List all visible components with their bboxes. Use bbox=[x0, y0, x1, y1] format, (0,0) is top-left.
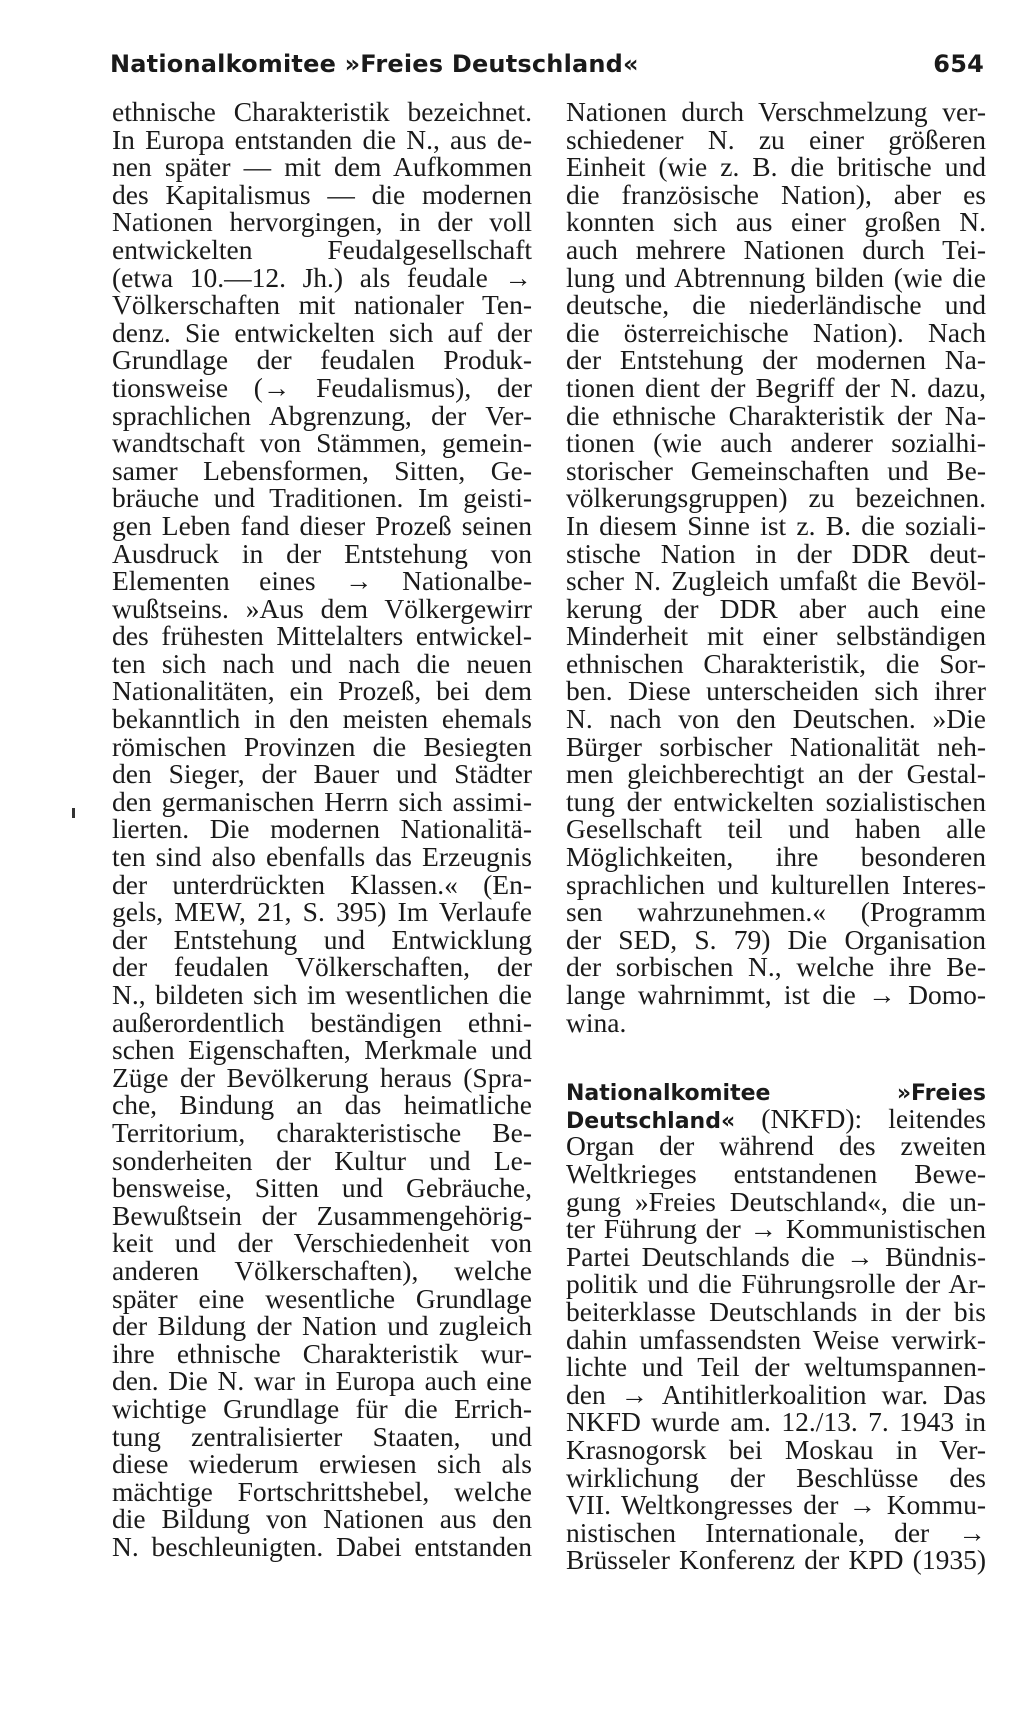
entry-headword: Nationalkomitee bbox=[566, 1081, 771, 1107]
text-line: schiedener N. zu einer größeren bbox=[566, 123, 986, 155]
text-line: stische Nation in der DDR deut- bbox=[566, 537, 986, 569]
text-line: Weltkrieges entstandenen Bewe- bbox=[566, 1157, 986, 1189]
text-line: später eine wesentliche Grundlage bbox=[112, 1282, 532, 1314]
text-line: lichte und Teil der weltumspannen- bbox=[566, 1351, 986, 1383]
text-line: mächtige Fortschrittshebel, welche bbox=[112, 1475, 532, 1507]
text-line: dahin umfassendsten Weise verwirk- bbox=[566, 1323, 986, 1355]
text-line: ethnische Charakteristik bezeichnet. bbox=[112, 96, 532, 127]
text-line: ten sind also ebenfalls das Erzeugnis bbox=[112, 841, 532, 873]
text-line: wichtige Grundlage für die Errich- bbox=[112, 1392, 532, 1424]
text-line: Züge der Bevölkerung heraus (Spra- bbox=[112, 1061, 532, 1093]
text-line: sonderheiten der Kultur und Le- bbox=[112, 1144, 532, 1176]
text-line: gels, MEW, 21, S. 395) Im Verlaufe bbox=[112, 896, 532, 928]
text-line: Völkerschaften mit nationaler Ten- bbox=[112, 289, 532, 321]
text-line: wandtschaft von Stämmen, gemein- bbox=[112, 427, 532, 459]
text-line: tionsweise (→ Feudalismus), der bbox=[112, 371, 532, 403]
page-number: 654 bbox=[933, 50, 984, 78]
text-line: In diesem Sinne ist z. B. die soziali- bbox=[566, 509, 986, 541]
text-line: die ethnische Charakteristik der Na- bbox=[566, 399, 986, 431]
text-line: ter Führung der → Kommunistischen bbox=[566, 1213, 986, 1245]
text-line: (etwa 10.—12. Jh.) als feudale → bbox=[112, 261, 532, 293]
left-column bbox=[112, 98, 532, 1560]
text-line: Krasnogorsk bei Moskau in Ver- bbox=[566, 1433, 986, 1465]
text-line: Grundlage der feudalen Produk- bbox=[112, 344, 532, 376]
text-line: die österreichische Nation). Nach bbox=[566, 316, 986, 348]
text-line: die Bildung von Nationen aus den bbox=[112, 1503, 532, 1535]
text-line: Nationen hervorgingen, in der voll bbox=[112, 206, 532, 238]
text-line: des frühesten Mittelalters entwickel- bbox=[112, 620, 532, 652]
text-line: der sorbischen N., welche ihre Be- bbox=[566, 951, 986, 983]
text-line: konnten sich aus einer großen N. bbox=[566, 206, 986, 238]
text-line: bekanntlich in den meisten ehemals bbox=[112, 703, 532, 735]
text-line: che, Bindung an das heimatliche bbox=[112, 1089, 532, 1121]
text-line: Nationen durch Verschmelzung ver- bbox=[566, 96, 986, 127]
text-line: nen später — mit dem Aufkommen bbox=[112, 151, 532, 183]
text-line: Partei Deutschlands die → Bündnis- bbox=[566, 1240, 986, 1272]
text-line: des Kapitalismus — die modernen bbox=[112, 178, 532, 210]
text-line: Bürger sorbischer Nationalität neh- bbox=[566, 730, 986, 762]
text-line: völkerungsgruppen) zu bezeichnen. bbox=[566, 482, 986, 514]
text-line: bensweise, Sitten und Gebräuche, bbox=[112, 1172, 532, 1204]
text-line: diese wiederum erwiesen sich als bbox=[112, 1448, 532, 1480]
text-line: lange wahrnimmt, ist die → Domo- bbox=[566, 979, 986, 1010]
text-line: der Entstehung der modernen Na- bbox=[566, 344, 986, 376]
text-line: lung und Abtrennung bilden (wie die bbox=[566, 261, 986, 293]
text-line: gung »Freies Deutschland«, die un- bbox=[566, 1185, 986, 1217]
right-column bbox=[566, 98, 986, 1574]
text-line: den germanischen Herrn sich assimi- bbox=[112, 785, 532, 817]
text-line: sprachlichen Abgrenzung, der Ver- bbox=[112, 399, 532, 431]
entry-headword-line bbox=[566, 1077, 986, 1105]
text-line: deutsche, die niederländische und bbox=[566, 289, 986, 321]
text-line: wirklichung der Beschlüsse des bbox=[566, 1461, 986, 1493]
text-line: N. beschleunigten. Dabei entstanden bbox=[112, 1530, 532, 1562]
text-line: samer Lebensformen, Sitten, Ge- bbox=[112, 454, 532, 486]
text-line: Elementen eines → Nationalbe- bbox=[112, 565, 532, 597]
text-line: N., bildeten sich im wesentlichen die bbox=[112, 979, 532, 1010]
text-line: lierten. Die modernen Nationalitä- bbox=[112, 813, 532, 845]
text-line: römischen Provinzen die Besiegten bbox=[112, 730, 532, 762]
text-line: entwickelten Feudalgesellschaft bbox=[112, 233, 532, 265]
text-line: außerordentlich beständigen ethni- bbox=[112, 1006, 532, 1038]
text-line: keit und der Verschiedenheit von bbox=[112, 1227, 532, 1259]
text-line: schen Eigenschaften, Merkmale und bbox=[112, 1034, 532, 1066]
text-line bbox=[566, 1102, 986, 1134]
text-line: der SED, S. 79) Die Organisation bbox=[566, 923, 986, 955]
text-line: scher N. Zugleich umfaßt die Bevöl- bbox=[566, 565, 986, 597]
entry-headword: Deutschland« bbox=[566, 1108, 736, 1134]
text-line: Bewußtsein der Zusammengehörig- bbox=[112, 1199, 532, 1231]
entry-separator bbox=[566, 1036, 986, 1077]
entry-headword: »Freies bbox=[896, 1081, 986, 1107]
text-line: politik und die Führungsrolle der Ar- bbox=[566, 1268, 986, 1300]
text-line: nistischen Internationale, der → bbox=[566, 1516, 986, 1548]
text-line: wina. bbox=[566, 1006, 627, 1038]
text-line: N. nach von den Deutschen. »Die bbox=[566, 703, 986, 735]
text-line: ihre ethnische Charakteristik wur- bbox=[112, 1337, 532, 1369]
running-title: Nationalkomitee »Freies Deutschland« bbox=[110, 50, 639, 78]
margin-mark bbox=[72, 808, 75, 818]
text-line: Organ der während des zweiten bbox=[566, 1130, 986, 1162]
text-line: ben. Diese unterscheiden sich ihrer bbox=[566, 675, 986, 707]
text-line: Gesellschaft teil und haben alle bbox=[566, 813, 986, 845]
text-line: tionen (wie auch anderer sozialhi- bbox=[566, 427, 986, 459]
text-line: sen wahrzunehmen.« (Programm bbox=[566, 896, 986, 928]
text-line: storischer Gemeinschaften und Be- bbox=[566, 454, 986, 486]
text-line: auch mehrere Nationen durch Tei- bbox=[566, 233, 986, 265]
text-line: Brüsseler Konferenz der KPD (1935) bbox=[566, 1544, 986, 1576]
text-line: tung zentralisierter Staaten, und bbox=[112, 1420, 532, 1452]
text-line: men gleichberechtigt an der Gestal- bbox=[566, 758, 986, 790]
text-line: Territorium, charakteristische Be- bbox=[112, 1116, 532, 1148]
text-line: gen Leben fand dieser Prozeß seinen bbox=[112, 509, 532, 541]
text-line: den Sieger, der Bauer und Städter bbox=[112, 758, 532, 790]
text-line: sprachlichen und kulturellen Interes- bbox=[566, 868, 986, 900]
text-line: der Entstehung und Entwicklung bbox=[112, 923, 532, 955]
text-line: In Europa entstanden die N., aus de- bbox=[112, 123, 532, 155]
text-line: Minderheit mit einer selbständigen bbox=[566, 620, 986, 652]
text-line: ethnischen Charakteristik, die Sor- bbox=[566, 647, 986, 679]
text-line: VII. Weltkongresses der → Kommu- bbox=[566, 1489, 986, 1521]
text-line: denz. Sie entwickelten sich auf der bbox=[112, 316, 532, 348]
text-line: Möglichkeiten, ihre besonderen bbox=[566, 841, 986, 873]
text-line: der feudalen Völkerschaften, der bbox=[112, 951, 532, 983]
text-line: Nationalitäten, ein Prozeß, bei dem bbox=[112, 675, 532, 707]
text-line: ten sich nach und nach die neuen bbox=[112, 647, 532, 679]
running-header bbox=[110, 44, 984, 84]
text-line: der unterdrückten Klassen.« (En- bbox=[112, 868, 532, 900]
text-line: die französische Nation), aber es bbox=[566, 178, 986, 210]
text-line: wußtseins. »Aus dem Völkergewirr bbox=[112, 592, 532, 624]
text-line: bräuche und Traditionen. Im geisti- bbox=[112, 482, 532, 514]
text-line: Ausdruck in der Entstehung von bbox=[112, 537, 532, 569]
entry-text: (NKFD): leitendes bbox=[735, 1102, 986, 1134]
text-line: Einheit (wie z. B. die britische und bbox=[566, 151, 986, 183]
text-line: tionen dient der Begriff der N. dazu, bbox=[566, 371, 986, 403]
text-line: NKFD wurde am. 12./13. 7. 1943 in bbox=[566, 1406, 986, 1438]
text-line: den → Antihitlerkoalition war. Das bbox=[566, 1378, 986, 1410]
text-line: den. Die N. war in Europa auch eine bbox=[112, 1365, 532, 1397]
text-line: tung der entwickelten sozialistischen bbox=[566, 785, 986, 817]
text-line: kerung der DDR aber auch eine bbox=[566, 592, 986, 624]
text-line: der Bildung der Nation und zugleich bbox=[112, 1310, 532, 1342]
text-line: beiterklasse Deutschlands in der bis bbox=[566, 1295, 986, 1327]
text-line: anderen Völkerschaften), welche bbox=[112, 1254, 532, 1286]
